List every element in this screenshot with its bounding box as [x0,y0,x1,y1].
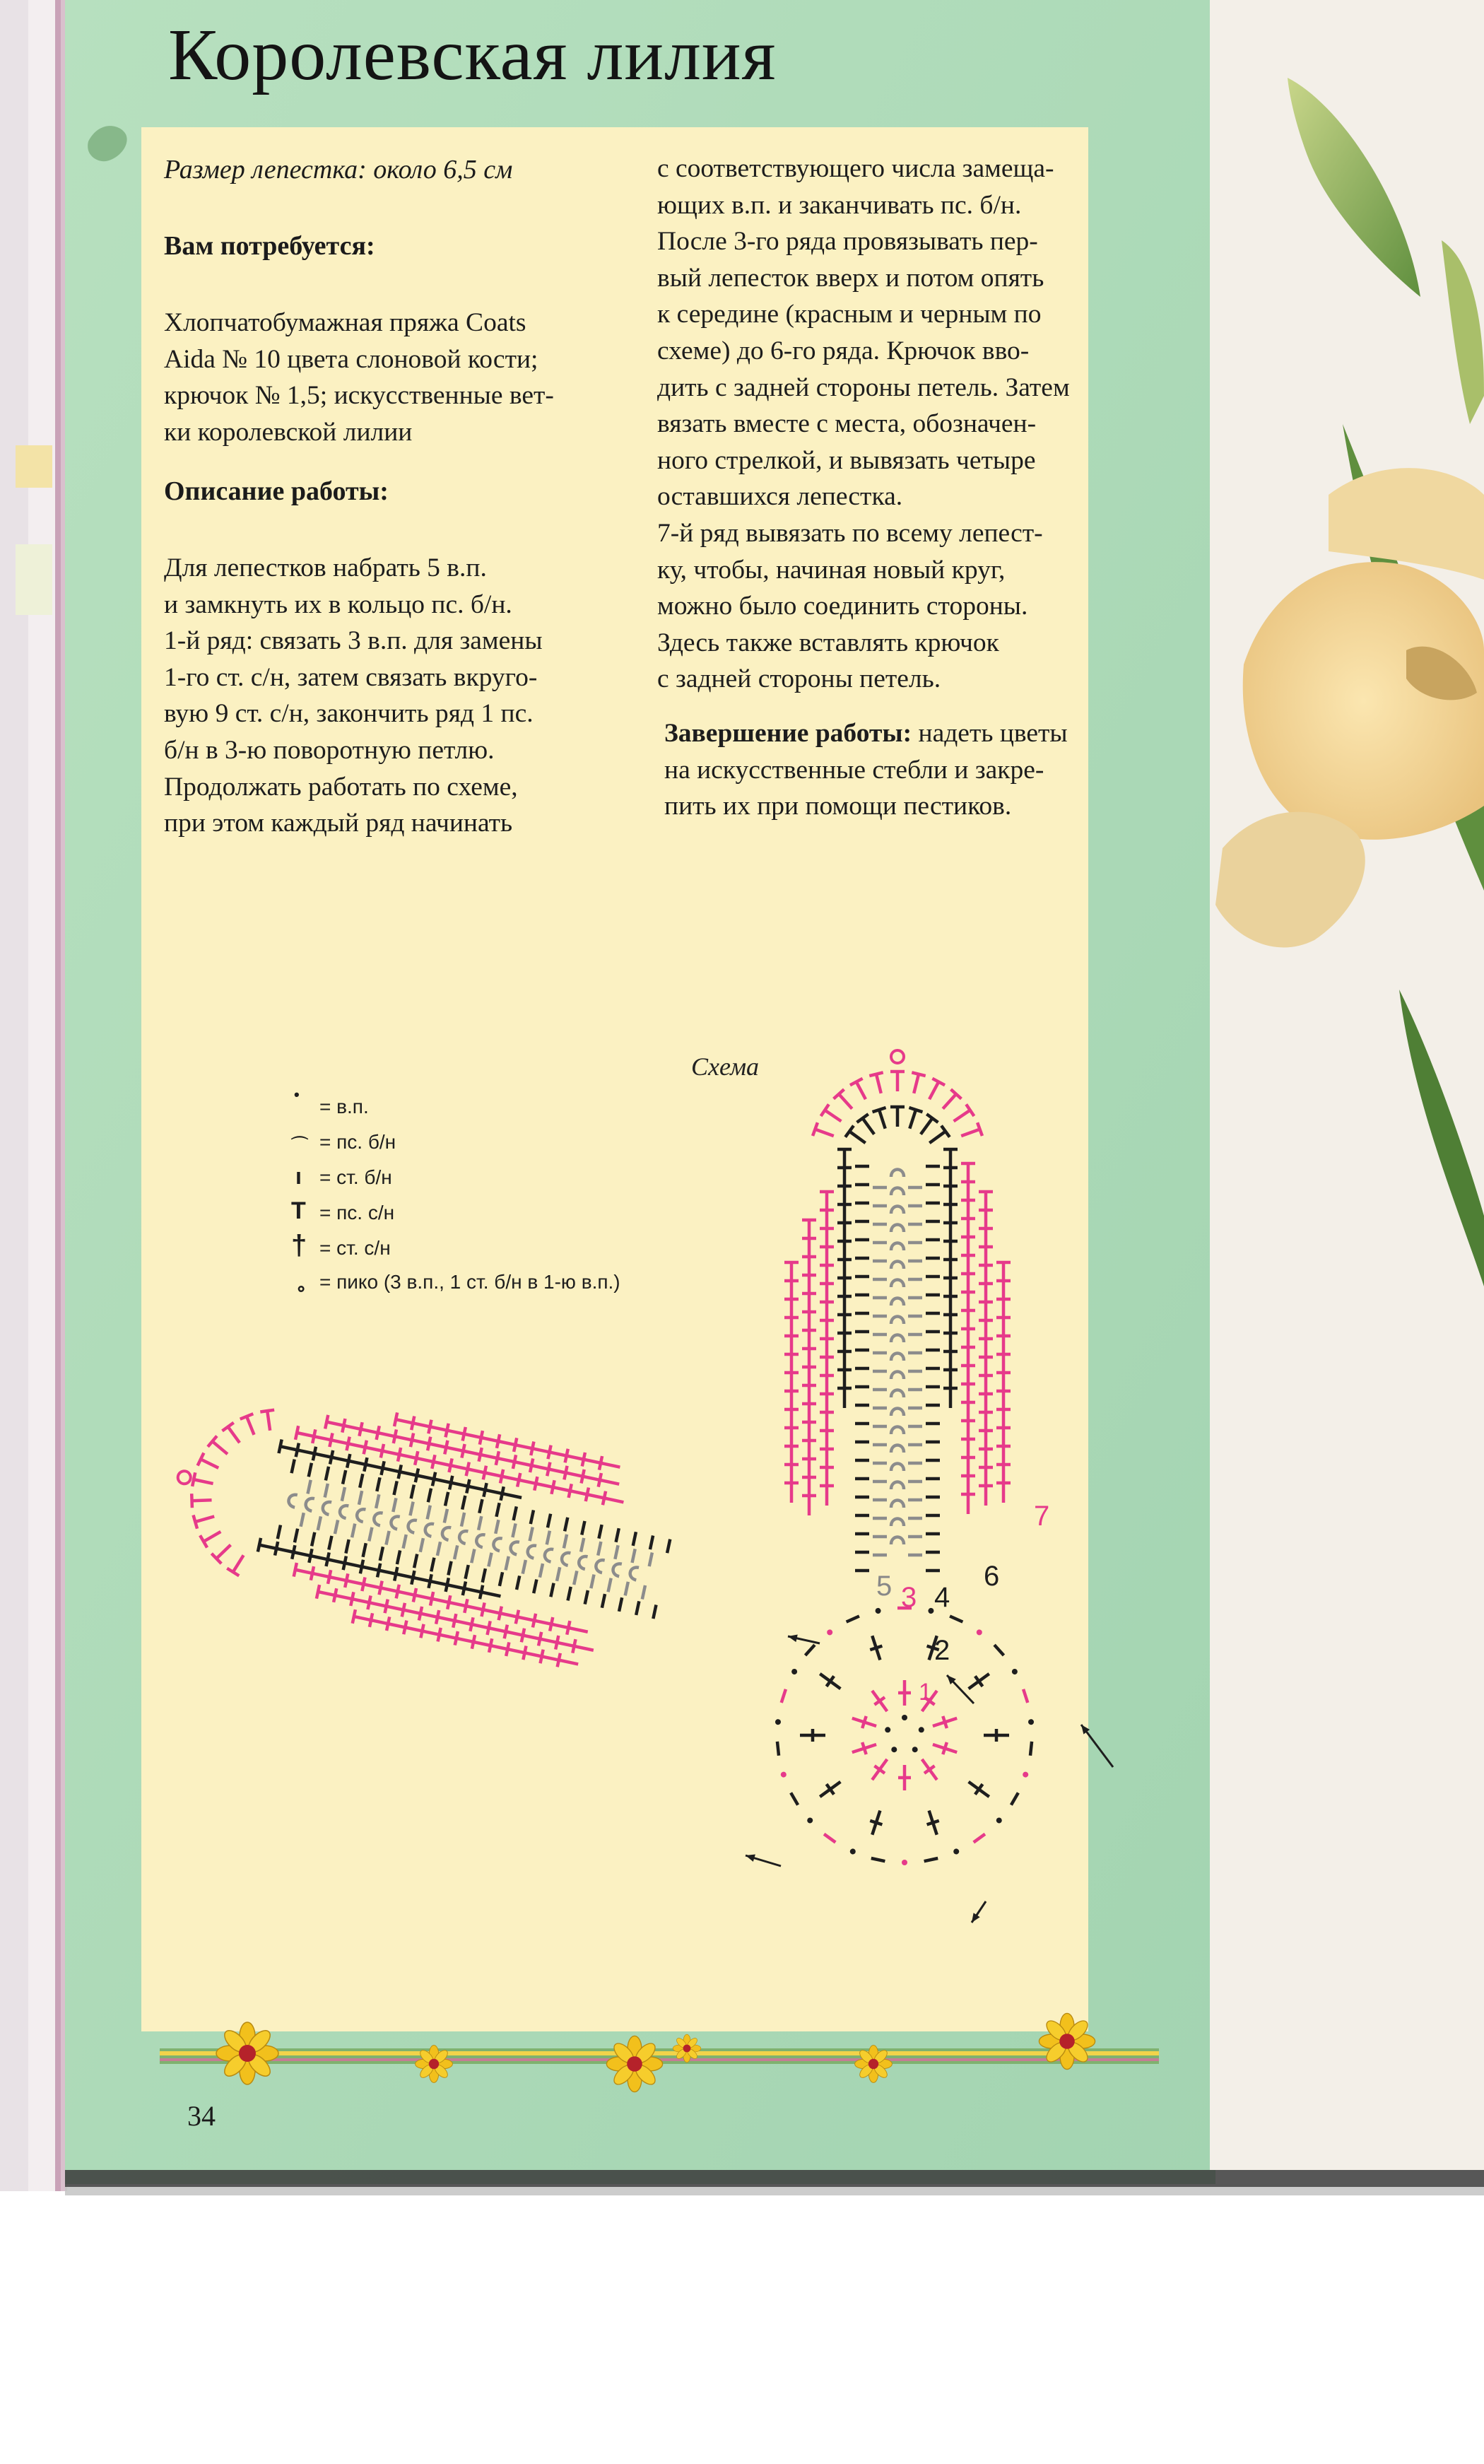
text-line: с задней стороны петель. [657,664,941,694]
text-line: ку, чтобы, начиная новый круг, [657,555,1006,585]
text-line: Здесь также вставлять крючок [657,628,999,657]
page-number: 34 [187,2100,216,2132]
half-double-t-icon: T [291,1197,306,1224]
finishing-heading: Завершение работы: [664,719,912,748]
text-line: Для лепестков набрать 5 в.п. [164,553,487,582]
stitch-dot [912,1747,918,1752]
text-line: и замкнуть их в кольцо пс. б/н. [164,589,512,619]
text-line: Продолжать работать по схеме, [164,772,518,802]
page-title: Королевская лилия [168,14,777,95]
text-line: при этом каждый ряд начинать [164,809,513,838]
stitch-dot [919,1727,924,1732]
stitch-dot [902,1860,907,1865]
row-number-2: 2 [934,1635,950,1666]
text-line: к середине (красным и черным по [657,300,1042,329]
text-line: После 3-го ряда провязывать пер- [657,227,1038,257]
legend-label: = ст. б/н [319,1166,392,1188]
row-number-5: 5 [876,1571,893,1602]
text-line: пить их при помощи пестиков. [664,792,1012,821]
stitch-dash [1030,1742,1032,1756]
chain-stitch-dot-icon: • [294,1086,300,1103]
row-number-6: 6 [984,1561,1000,1592]
petal-size-line: Размер лепестка: около 6,5 см [164,155,513,184]
legend-label: = пс. б/н [319,1131,396,1153]
text-line: крючок № 1,5; искусственные вет- [164,381,554,411]
finishing-text [664,715,1068,825]
stitch-dot [891,1747,897,1752]
stitch-dot [902,1715,907,1720]
stitch-dot [885,1727,890,1732]
legend-label: = ст. с/н [319,1237,391,1259]
description-text-continued [657,151,1070,698]
scheme-label: Схема [691,1052,760,1081]
text-line: дить с задней стороны петель. Затем [657,372,1070,402]
materials-heading: Вам потребуется: [164,231,375,261]
text-line: схеме) до 6-го ряда. Крючок вво- [657,336,1030,365]
double-crochet-cross-icon: † [291,1230,307,1261]
stitch-dash [777,1742,779,1756]
text-line: оставшихся лепестка. [657,482,903,512]
text-line: ного стрелкой, и вывязать четыре [657,445,1036,475]
description-heading: Описание работы: [164,476,389,506]
text-line: вый лепесток вверх и потом опять [657,263,1044,293]
text-line: вязать вместе с места, обозначен- [657,409,1037,439]
row-number-7: 7 [1034,1501,1050,1532]
text-line: ки королевской лилии [164,417,413,447]
text-line: Хлопчатобумажная пряжа Coats [164,308,526,337]
text-line: вую 9 ст. с/н, закончить ряд 1 пс. [164,699,534,729]
text-line: 7-й ряд вывязать по всему лепест- [657,518,1043,548]
single-crochet-bar-icon: ı [295,1163,302,1189]
legend-label: = пс. с/н [319,1202,395,1224]
legend-label: = в.п. [319,1096,369,1117]
text-line: можно было соединить стороны. [657,592,1028,621]
text-line: 1-й ряд: связать 3 в.п. для замены [164,626,543,656]
text-line: ющих в.п. и заканчивать пс. б/н. [657,190,1022,220]
text-line: 1-го ст. с/н, затем связать вкруго- [164,662,538,692]
text-line: с соответствующего числа замеща- [657,154,1054,183]
text-line: б/н в 3-ю поворотную петлю. [164,735,495,765]
text-line: надеть цветы [912,719,1068,748]
text-line: на искусственные стебли и закре- [664,755,1044,785]
legend-label: = пико (3 в.п., 1 ст. б/н в 1-ю в.п.) [319,1271,620,1293]
description-text [164,550,543,842]
row-number-1: 1 [919,1679,932,1706]
slip-stitch-arc-icon: ⌒ [291,1136,308,1155]
row-number-4: 4 [934,1582,950,1613]
materials-text [164,305,554,450]
picot-circle-icon: ∘ [295,1278,307,1299]
text-line: Aida № 10 цвета слоновой кости; [164,344,538,374]
row-number-3: 3 [901,1582,917,1613]
